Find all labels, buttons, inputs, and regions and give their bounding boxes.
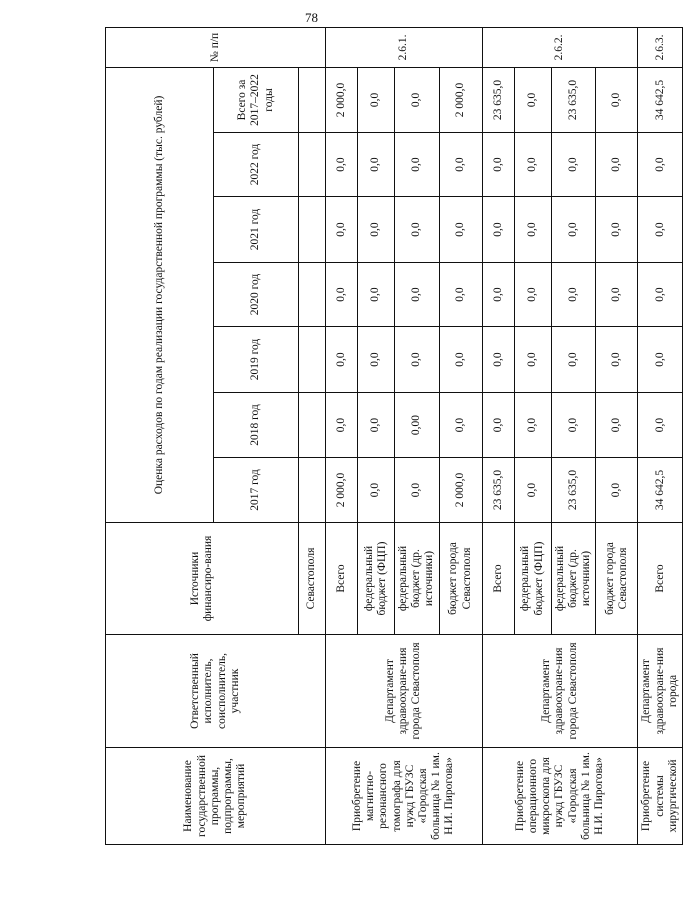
rotated-table-frame <box>105 28 679 845</box>
header-num: № п/п <box>106 27 326 67</box>
value-cell: 0,0 <box>638 393 683 458</box>
value-cell: 0,0 <box>439 263 482 327</box>
value-cell: 2 000,0 <box>326 458 358 523</box>
item-executor: Департамент здравоохране-ния города <box>638 635 683 748</box>
value-cell: 0,0 <box>551 393 596 458</box>
value-cell: 0,0 <box>439 197 482 263</box>
value-cell: 34 642,5 <box>638 458 683 523</box>
value-cell: 0,0 <box>551 263 596 327</box>
value-cell: 0,0 <box>395 263 440 327</box>
funding-source: федеральный бюджет (ФЦП) <box>358 523 395 635</box>
value-cell: 0,0 <box>395 327 440 393</box>
value-cell: 0,0 <box>482 133 514 197</box>
header-year-2021: 2021 год <box>214 197 299 263</box>
value-cell: 0,0 <box>638 197 683 263</box>
funding-source: федеральный бюджет (ФЦП) <box>514 523 551 635</box>
value-cell: 0,0 <box>596 458 638 523</box>
header-year-2019: 2019 год <box>214 327 299 393</box>
value-cell: 0,0 <box>638 327 683 393</box>
item-name: Приобретение системы хирургической <box>638 748 683 845</box>
value-cell: 0,0 <box>596 263 638 327</box>
value-cell: 0,0 <box>358 327 395 393</box>
value-cell: 0,0 <box>551 197 596 263</box>
carryover-cell <box>299 458 326 523</box>
header-name: Наименование государственной программы, подпрограммы, мероприятий <box>106 748 326 845</box>
value-cell: 0,00 <box>395 393 440 458</box>
value-cell: 23 635,0 <box>551 67 596 132</box>
value-cell: 0,0 <box>514 263 551 327</box>
funding-source: Всего <box>482 523 514 635</box>
value-cell: 0,0 <box>326 197 358 263</box>
carryover-cell <box>299 393 326 458</box>
value-cell: 0,0 <box>482 197 514 263</box>
value-cell: 0,0 <box>482 327 514 393</box>
header-source: Источники финансиро-вания <box>106 523 299 635</box>
value-cell: 0,0 <box>326 133 358 197</box>
value-cell: 0,0 <box>326 393 358 458</box>
value-cell: 0,0 <box>596 327 638 393</box>
carryover-cell <box>299 197 326 263</box>
value-cell: 0,0 <box>326 327 358 393</box>
carryover-cell <box>299 263 326 327</box>
item-name: Приобретение магнитно-резонансного томографа для нужд ГБУЗС «Городская больница № 1 им. Н.И. Пирогова» <box>326 748 483 845</box>
value-cell: 23 635,0 <box>551 458 596 523</box>
value-cell: 0,0 <box>551 133 596 197</box>
value-cell: 23 635,0 <box>482 458 514 523</box>
value-cell: 0,0 <box>439 327 482 393</box>
carryover-source: Севастополя <box>299 523 326 635</box>
value-cell: 2 000,0 <box>439 458 482 523</box>
value-cell: 0,0 <box>514 133 551 197</box>
expenditure-table <box>105 27 683 845</box>
value-cell: 0,0 <box>439 393 482 458</box>
carryover-cell <box>299 67 326 132</box>
value-cell: 0,0 <box>596 133 638 197</box>
value-cell: 0,0 <box>638 263 683 327</box>
carryover-cell <box>299 327 326 393</box>
value-cell: 0,0 <box>439 133 482 197</box>
value-cell: 0,0 <box>551 327 596 393</box>
value-cell: 0,0 <box>596 393 638 458</box>
value-cell: 0,0 <box>395 197 440 263</box>
table-row <box>326 27 358 844</box>
header-row-main <box>106 27 214 844</box>
value-cell: 2 000,0 <box>439 67 482 132</box>
value-cell: 0,0 <box>596 197 638 263</box>
item-executor: Департамент здравоохране-ния города Севастополя <box>482 635 638 748</box>
item-number: 2.6.3. <box>638 27 683 67</box>
funding-source: Всего <box>638 523 683 635</box>
value-cell: 23 635,0 <box>482 67 514 132</box>
value-cell: 0,0 <box>395 133 440 197</box>
header-year-2022: 2022 год <box>214 133 299 197</box>
value-cell: 0,0 <box>358 458 395 523</box>
value-cell: 0,0 <box>596 67 638 132</box>
value-cell: 0,0 <box>514 393 551 458</box>
value-cell: 0,0 <box>358 67 395 132</box>
header-year-total: Всего за 2017–2022 годы <box>214 67 299 132</box>
value-cell: 0,0 <box>638 133 683 197</box>
funding-source: Всего <box>326 523 358 635</box>
value-cell: 0,0 <box>358 197 395 263</box>
value-cell: 34 642,5 <box>638 67 683 132</box>
header-executor: Ответственный исполнитель, соисполнитель, участник <box>106 635 326 748</box>
funding-source: федеральный бюджет (др. источники) <box>395 523 440 635</box>
funding-source: бюджет города Севастополя <box>439 523 482 635</box>
value-cell: 0,0 <box>514 327 551 393</box>
value-cell: 0,0 <box>482 263 514 327</box>
header-year-2017: 2017 год <box>214 458 299 523</box>
value-cell: 0,0 <box>514 458 551 523</box>
item-name: Приобретение операционного микроскопа для нужд ГБУЗС «Городская больница № 1 им. Н.И. Пирогова» <box>482 748 638 845</box>
value-cell: 0,0 <box>514 67 551 132</box>
item-number: 2.6.1. <box>326 27 483 67</box>
carryover-cell <box>299 133 326 197</box>
item-number: 2.6.2. <box>482 27 638 67</box>
page-number: 78 <box>305 10 318 25</box>
value-cell: 0,0 <box>395 67 440 132</box>
value-cell: 0,0 <box>326 263 358 327</box>
header-estimate: Оценка расходов по годам реализации государственной программы (тыс. рублей) <box>106 67 214 522</box>
value-cell: 0,0 <box>358 133 395 197</box>
header-year-2018: 2018 год <box>214 393 299 458</box>
value-cell: 0,0 <box>514 197 551 263</box>
value-cell: 2 000,0 <box>326 67 358 132</box>
item-executor: Департамент здравоохране-ния города Севастополя <box>326 635 483 748</box>
value-cell: 0,0 <box>358 393 395 458</box>
funding-source: федеральный бюджет (др. источники) <box>551 523 596 635</box>
value-cell: 0,0 <box>395 458 440 523</box>
value-cell: 0,0 <box>482 393 514 458</box>
table-row <box>482 27 514 844</box>
value-cell: 0,0 <box>358 263 395 327</box>
funding-source: бюджет города Севастополя <box>596 523 638 635</box>
table-row <box>638 27 683 844</box>
header-year-2020: 2020 год <box>214 263 299 327</box>
